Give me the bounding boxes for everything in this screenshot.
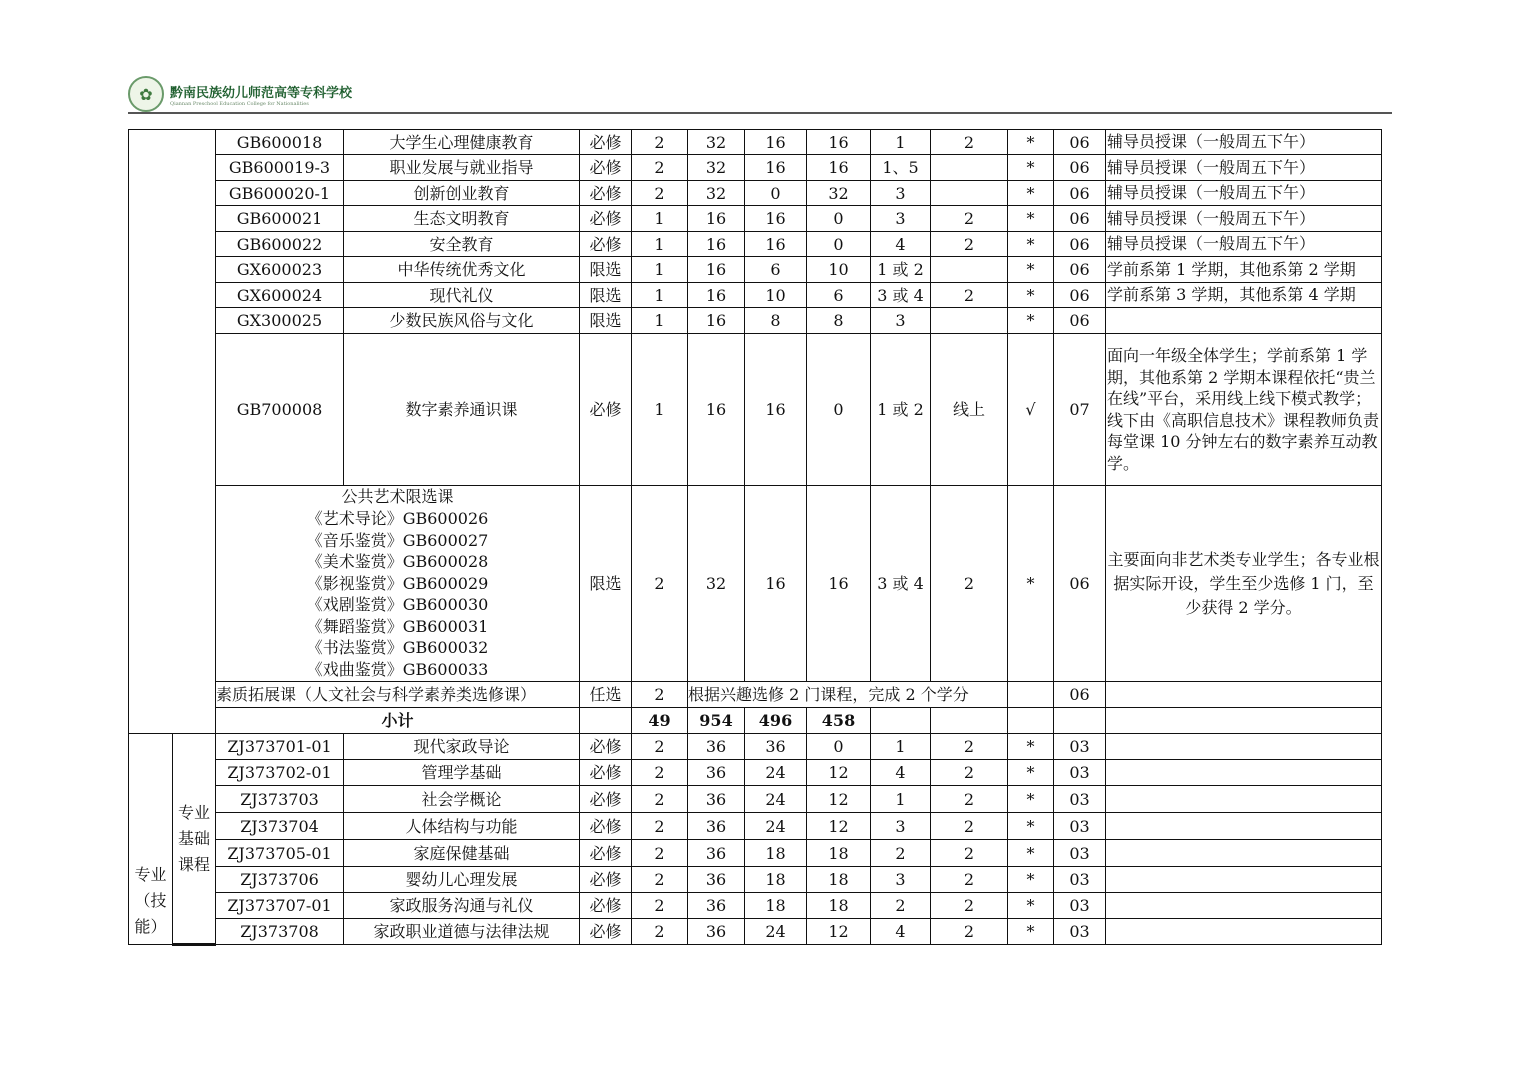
practice-hours: 0 [807, 206, 871, 232]
credits: 1 [632, 334, 688, 486]
table-row [129, 206, 1382, 232]
theory-hours: 16 [745, 334, 807, 486]
course-name: 中华传统优秀文化 [344, 257, 580, 283]
course-name: 家庭保健基础 [344, 840, 580, 867]
weekly-hours: 2 [931, 813, 1008, 840]
weekly-hours: 2 [931, 206, 1008, 232]
theory-hours: 8 [745, 308, 807, 334]
semester: 2 [871, 840, 931, 867]
remark: 辅导员授课（一般周五下午） [1106, 206, 1382, 232]
course-code: GX300025 [216, 308, 344, 334]
course-name: 现代家政导论 [344, 734, 580, 760]
semester: 3 或 4 [871, 486, 931, 682]
semester: 3 [871, 206, 931, 232]
theory-hours: 16 [745, 232, 807, 257]
credits: 2 [632, 486, 688, 682]
table-row [129, 893, 1382, 919]
total-hours: 16 [688, 232, 745, 257]
exam-mark: * [1008, 155, 1054, 181]
table-cell [580, 708, 632, 734]
dept-code: 06 [1054, 283, 1106, 308]
credits: 2 [632, 867, 688, 893]
practice-hours: 12 [807, 919, 871, 945]
exam-mark: * [1008, 893, 1054, 919]
total-hours: 36 [688, 893, 745, 919]
dept-code: 03 [1054, 813, 1106, 840]
course-code: GB600021 [216, 206, 344, 232]
semester: 3 或 4 [871, 283, 931, 308]
remark [1106, 734, 1382, 760]
dept-code: 03 [1054, 840, 1106, 867]
exam-mark: * [1008, 308, 1054, 334]
remark [1106, 813, 1382, 840]
table-row [129, 334, 1382, 486]
theory-hours: 36 [745, 734, 807, 760]
total-hours: 16 [688, 283, 745, 308]
course-type: 必修 [580, 919, 632, 945]
course-type: 必修 [580, 181, 632, 206]
course-code: ZJ373701-01 [216, 734, 344, 760]
section-category: 专业（技能） [129, 734, 173, 945]
remark: 辅导员授课（一般周五下午） [1106, 155, 1382, 181]
course-code: GB700008 [216, 334, 344, 486]
credits: 1 [632, 257, 688, 283]
course-type: 必修 [580, 760, 632, 786]
remark [1106, 840, 1382, 867]
table-cell [871, 708, 931, 734]
remark [1106, 682, 1382, 708]
theory-hours: 18 [745, 840, 807, 867]
course-code: ZJ373704 [216, 813, 344, 840]
exam-mark: * [1008, 486, 1054, 682]
logo-cn: 黔南民族幼儿师范高等专科学校 [170, 85, 353, 101]
table-row [129, 682, 1382, 708]
theory-hours: 16 [745, 206, 807, 232]
semester: 1 [871, 130, 931, 155]
practice-hours: 32 [807, 181, 871, 206]
art-course-line: 《戏曲鉴赏》GB600033 [306, 660, 489, 680]
weekly-hours: 2 [931, 840, 1008, 867]
credits: 2 [632, 919, 688, 945]
course-type: 必修 [580, 130, 632, 155]
exam-mark: * [1008, 181, 1054, 206]
section-category-public [129, 130, 216, 734]
course-name: 人体结构与功能 [344, 813, 580, 840]
remark: 面向一年级全体学生；学前系第 1 学期，其他系第 2 学期本课程依托“贵兰在线”平台，采用线上线下模式教学；线下由《高职信息技术》课程教师负责每堂课 10 分钟左右的数字素养互动教学。 [1106, 334, 1382, 486]
total-hours: 36 [688, 760, 745, 786]
course-name: 社会学概论 [344, 786, 580, 813]
semester: 1 或 2 [871, 257, 931, 283]
semester: 3 [871, 867, 931, 893]
art-course-line: 《书法鉴赏》GB600032 [306, 638, 489, 658]
theory-hours: 18 [745, 893, 807, 919]
weekly-hours: 2 [931, 893, 1008, 919]
course-code: GB600020-1 [216, 181, 344, 206]
course-name: 婴幼儿心理发展 [344, 867, 580, 893]
semester: 2 [871, 893, 931, 919]
total-hours: 36 [688, 867, 745, 893]
course-name: 安全教育 [344, 232, 580, 257]
credits: 2 [632, 181, 688, 206]
dept-code: 06 [1054, 155, 1106, 181]
course-name: 管理学基础 [344, 760, 580, 786]
subtotal-value: 49 [632, 708, 688, 734]
semester: 4 [871, 760, 931, 786]
table-cell [1054, 708, 1106, 734]
weekly-hours: 2 [931, 734, 1008, 760]
remark [1106, 919, 1382, 945]
semester: 4 [871, 919, 931, 945]
exam-mark: * [1008, 867, 1054, 893]
practice-hours: 12 [807, 813, 871, 840]
remark: 学前系第 3 学期，其他系第 4 学期 [1106, 283, 1382, 308]
course-type: 必修 [580, 206, 632, 232]
table-row [129, 919, 1382, 945]
exam-mark: * [1008, 840, 1054, 867]
table-row [129, 813, 1382, 840]
exam-mark [1008, 682, 1054, 708]
total-hours: 36 [688, 813, 745, 840]
credits: 2 [632, 155, 688, 181]
dept-code: 06 [1054, 181, 1106, 206]
course-type: 必修 [580, 232, 632, 257]
table-row [129, 840, 1382, 867]
practice-hours: 18 [807, 893, 871, 919]
weekly-hours: 2 [931, 760, 1008, 786]
credits: 2 [632, 840, 688, 867]
dept-code: 06 [1054, 206, 1106, 232]
course-code: ZJ373707-01 [216, 893, 344, 919]
semester: 1、5 [871, 155, 931, 181]
total-hours: 36 [688, 919, 745, 945]
weekly-hours [931, 257, 1008, 283]
remark [1106, 308, 1382, 334]
dept-code: 06 [1054, 257, 1106, 283]
exam-mark: * [1008, 760, 1054, 786]
total-hours: 32 [688, 486, 745, 682]
subtotal-value: 496 [745, 708, 807, 734]
exam-mark: * [1008, 734, 1054, 760]
course-type: 必修 [580, 867, 632, 893]
dept-code: 06 [1054, 130, 1106, 155]
table-row [129, 257, 1382, 283]
course-type: 限选 [580, 257, 632, 283]
semester: 1 [871, 734, 931, 760]
course-code: GX600023 [216, 257, 344, 283]
school-logo [128, 76, 352, 112]
course-name: 家政服务沟通与礼仪 [344, 893, 580, 919]
table-cell [1008, 708, 1054, 734]
table-row [129, 708, 1382, 734]
remark [1106, 786, 1382, 813]
practice-hours: 0 [807, 334, 871, 486]
art-course-line: 《美术鉴赏》GB600028 [306, 552, 489, 572]
total-hours: 32 [688, 155, 745, 181]
curriculum-table [128, 129, 1382, 946]
weekly-hours [931, 181, 1008, 206]
practice-hours: 8 [807, 308, 871, 334]
table-row [129, 734, 1382, 760]
practice-hours: 0 [807, 734, 871, 760]
credits: 1 [632, 206, 688, 232]
credits: 2 [632, 893, 688, 919]
weekly-hours: 2 [931, 919, 1008, 945]
course-type: 必修 [580, 734, 632, 760]
table-cell [1106, 708, 1382, 734]
quality-desc: 根据兴趣选修 2 门课程，完成 2 个学分 [688, 682, 1008, 708]
weekly-hours [931, 155, 1008, 181]
dept-code: 06 [1054, 682, 1106, 708]
weekly-hours: 2 [931, 786, 1008, 813]
course-type: 限选 [580, 283, 632, 308]
course-type: 必修 [580, 155, 632, 181]
course-code: ZJ373708 [216, 919, 344, 945]
table-row [129, 308, 1382, 334]
exam-mark: * [1008, 232, 1054, 257]
art-course-line: 《艺术导论》GB600026 [306, 508, 489, 528]
weekly-hours: 2 [931, 867, 1008, 893]
weekly-hours: 2 [931, 486, 1008, 682]
art-course-line: 《音乐鉴赏》GB600027 [306, 530, 489, 550]
total-hours: 16 [688, 206, 745, 232]
theory-hours: 16 [745, 486, 807, 682]
semester: 3 [871, 181, 931, 206]
course-name: 创新创业教育 [344, 181, 580, 206]
dept-code: 03 [1054, 760, 1106, 786]
course-name: 大学生心理健康教育 [344, 130, 580, 155]
total-hours: 36 [688, 734, 745, 760]
dept-code: 03 [1054, 867, 1106, 893]
course-name: 生态文明教育 [344, 206, 580, 232]
dept-code: 03 [1054, 734, 1106, 760]
theory-hours: 0 [745, 181, 807, 206]
course-type: 必修 [580, 893, 632, 919]
header-rule [128, 112, 1392, 114]
dept-code: 03 [1054, 919, 1106, 945]
credits: 2 [632, 130, 688, 155]
total-hours: 36 [688, 840, 745, 867]
subtotal-value: 954 [688, 708, 745, 734]
theory-hours: 24 [745, 760, 807, 786]
weekly-hours: 线上 [931, 334, 1008, 486]
quality-course-name: 素质拓展课（人文社会与科学素养类选修课） [216, 682, 580, 708]
course-code: ZJ373705-01 [216, 840, 344, 867]
table-cell [931, 708, 1008, 734]
credits: 2 [632, 786, 688, 813]
exam-mark: * [1008, 786, 1054, 813]
theory-hours: 24 [745, 786, 807, 813]
course-code: ZJ373702-01 [216, 760, 344, 786]
table-row [129, 867, 1382, 893]
remark: 主要面向非艺术类专业学生；各专业根据实际开设，学生至少选修 1 门，至少获得 2 学分。 [1106, 486, 1382, 682]
course-name: 职业发展与就业指导 [344, 155, 580, 181]
subtotal-value: 458 [807, 708, 871, 734]
semester: 3 [871, 308, 931, 334]
theory-hours: 10 [745, 283, 807, 308]
practice-hours: 12 [807, 786, 871, 813]
total-hours: 16 [688, 308, 745, 334]
course-name: 数字素养通识课 [344, 334, 580, 486]
course-code: ZJ373703 [216, 786, 344, 813]
credits: 2 [632, 813, 688, 840]
course-type: 必修 [580, 334, 632, 486]
weekly-hours [931, 308, 1008, 334]
total-hours: 16 [688, 334, 745, 486]
semester: 3 [871, 813, 931, 840]
school-seal-icon: ✿ [128, 76, 164, 112]
credits: 2 [632, 760, 688, 786]
course-type: 必修 [580, 786, 632, 813]
course-name: 家政职业道德与法律法规 [344, 919, 580, 945]
practice-hours: 6 [807, 283, 871, 308]
remark [1106, 760, 1382, 786]
art-course-line: 公共艺术限选课 [341, 487, 454, 507]
theory-hours: 18 [745, 867, 807, 893]
total-hours: 32 [688, 130, 745, 155]
weekly-hours: 2 [931, 283, 1008, 308]
exam-mark: * [1008, 206, 1054, 232]
dept-code: 06 [1054, 486, 1106, 682]
credits: 1 [632, 232, 688, 257]
table-row [129, 155, 1382, 181]
credits: 1 [632, 283, 688, 308]
total-hours: 16 [688, 257, 745, 283]
practice-hours: 10 [807, 257, 871, 283]
practice-hours: 0 [807, 232, 871, 257]
total-hours: 32 [688, 181, 745, 206]
course-name: 现代礼仪 [344, 283, 580, 308]
course-type: 限选 [580, 308, 632, 334]
art-course-line: 《戏剧鉴赏》GB600030 [306, 595, 489, 615]
logo-en: Qiannan Preschool Education College for Nationalities [170, 100, 309, 107]
credits: 1 [632, 308, 688, 334]
practice-hours: 16 [807, 486, 871, 682]
exam-mark: * [1008, 283, 1054, 308]
subtotal-label: 小计 [216, 708, 580, 734]
table-row [129, 760, 1382, 786]
course-code: GB600019-3 [216, 155, 344, 181]
remark: 辅导员授课（一般周五下午） [1106, 181, 1382, 206]
course-type: 任选 [580, 682, 632, 708]
practice-hours: 18 [807, 867, 871, 893]
course-type: 必修 [580, 840, 632, 867]
table-row [129, 181, 1382, 206]
remark: 辅导员授课（一般周五下午） [1106, 130, 1382, 155]
dept-code: 06 [1054, 308, 1106, 334]
practice-hours: 16 [807, 155, 871, 181]
dept-code: 03 [1054, 893, 1106, 919]
credits: 2 [632, 734, 688, 760]
table-row [129, 786, 1382, 813]
semester: 1 [871, 786, 931, 813]
practice-hours: 16 [807, 130, 871, 155]
course-name: 少数民族风俗与文化 [344, 308, 580, 334]
exam-mark: * [1008, 919, 1054, 945]
course-code: GX600024 [216, 283, 344, 308]
course-code: GB600018 [216, 130, 344, 155]
table-row [129, 130, 1382, 155]
art-course-list [216, 486, 580, 682]
table-row [129, 232, 1382, 257]
dept-code: 03 [1054, 786, 1106, 813]
practice-hours: 12 [807, 760, 871, 786]
semester: 1 或 2 [871, 334, 931, 486]
section-subcategory: 专业基础课程 [173, 734, 216, 945]
table-row [129, 283, 1382, 308]
total-hours: 36 [688, 786, 745, 813]
credits: 2 [632, 682, 688, 708]
dept-code: 07 [1054, 334, 1106, 486]
remark: 辅导员授课（一般周五下午） [1106, 232, 1382, 257]
theory-hours: 24 [745, 813, 807, 840]
theory-hours: 24 [745, 919, 807, 945]
remark [1106, 893, 1382, 919]
exam-mark: * [1008, 257, 1054, 283]
exam-mark: * [1008, 813, 1054, 840]
exam-mark: * [1008, 130, 1054, 155]
art-course-line: 《舞蹈鉴赏》GB600031 [306, 616, 489, 636]
theory-hours: 6 [745, 257, 807, 283]
theory-hours: 16 [745, 155, 807, 181]
weekly-hours: 2 [931, 130, 1008, 155]
semester: 4 [871, 232, 931, 257]
course-code: ZJ373706 [216, 867, 344, 893]
course-type: 必修 [580, 813, 632, 840]
practice-hours: 18 [807, 840, 871, 867]
weekly-hours: 2 [931, 232, 1008, 257]
art-course-line: 《影视鉴赏》GB600029 [306, 573, 489, 593]
exam-mark: √ [1008, 334, 1054, 486]
theory-hours: 16 [745, 130, 807, 155]
course-type: 限选 [580, 486, 632, 682]
dept-code: 06 [1054, 232, 1106, 257]
table-row [129, 486, 1382, 682]
remark: 学前系第 1 学期，其他系第 2 学期 [1106, 257, 1382, 283]
course-code: GB600022 [216, 232, 344, 257]
remark [1106, 867, 1382, 893]
